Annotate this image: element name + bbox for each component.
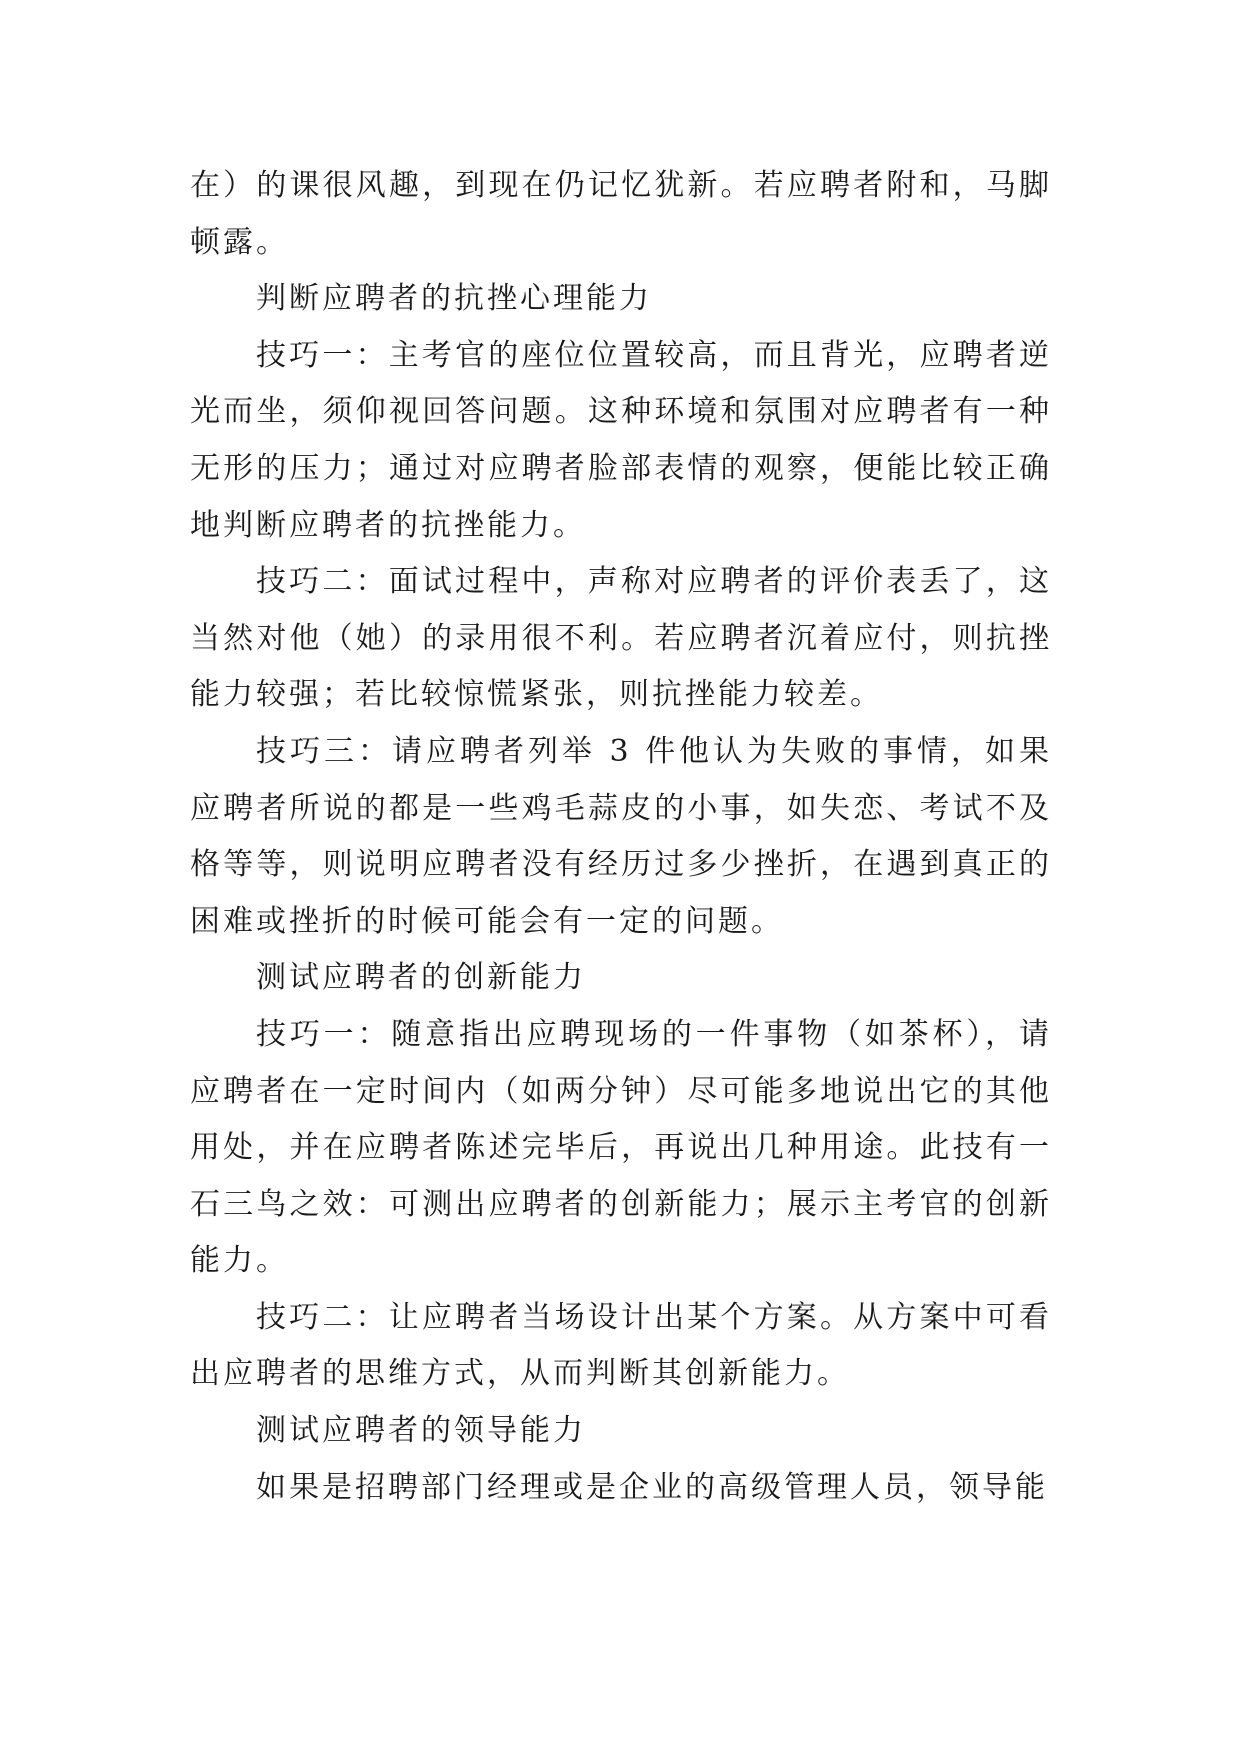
section-heading-leadership: 测试应聘者的领导能力	[256, 1413, 586, 1449]
section-heading-resilience: 判断应聘者的抗挫心理能力	[256, 281, 652, 317]
paragraph: 技巧一：随意指出应聘现场的一件事物（如茶杯），请应聘者在一定时间内（如两分钟）尽可能多地说出它的其他用处，并在应聘者陈述完毕后，再说出几种用途。此技有一石三鸟之效：可测出应聘者的创新能力；展示主考官的创新能力。	[190, 1016, 1052, 1279]
document-body	[190, 158, 1052, 1516]
paragraph: 技巧一：主考官的座位位置较高，而且背光，应聘者逆光而坐，须仰视回答问题。这种环境和氛围对应聘者有一种无形的压力；通过对应聘者脸部表情的观察，便能比较正确地判断应聘者的抗挫能力。	[190, 337, 1052, 543]
section-heading-innovation: 测试应聘者的创新能力	[256, 960, 586, 996]
paragraph: 技巧二：让应聘者当场设计出某个方案。从方案中可看出应聘者的思维方式，从而判断其创新能力。	[190, 1299, 1052, 1392]
paragraph: 技巧二：面试过程中，声称对应聘者的评价表丢了，这当然对他（她）的录用很不利。若应聘者沉着应付，则抗挫能力较强；若比较惊慌紧张，则抗挫能力较差。	[190, 564, 1052, 713]
paragraph: 技巧三：请应聘者列举 3 件他认为失败的事情，如果应聘者所说的都是一些鸡毛蒜皮的小事，如失恋、考试不及格等等，则说明应聘者没有经历过多少挫折，在遇到真正的困难或挫折的时候可能会有一定的问题。	[190, 733, 1052, 939]
paragraph: 在）的课很风趣，到现在仍记忆犹新。若应聘者附和，马脚顿露。	[190, 168, 1052, 260]
paragraph: 如果是招聘部门经理或是企业的高级管理人员，领导能	[256, 1469, 1048, 1505]
